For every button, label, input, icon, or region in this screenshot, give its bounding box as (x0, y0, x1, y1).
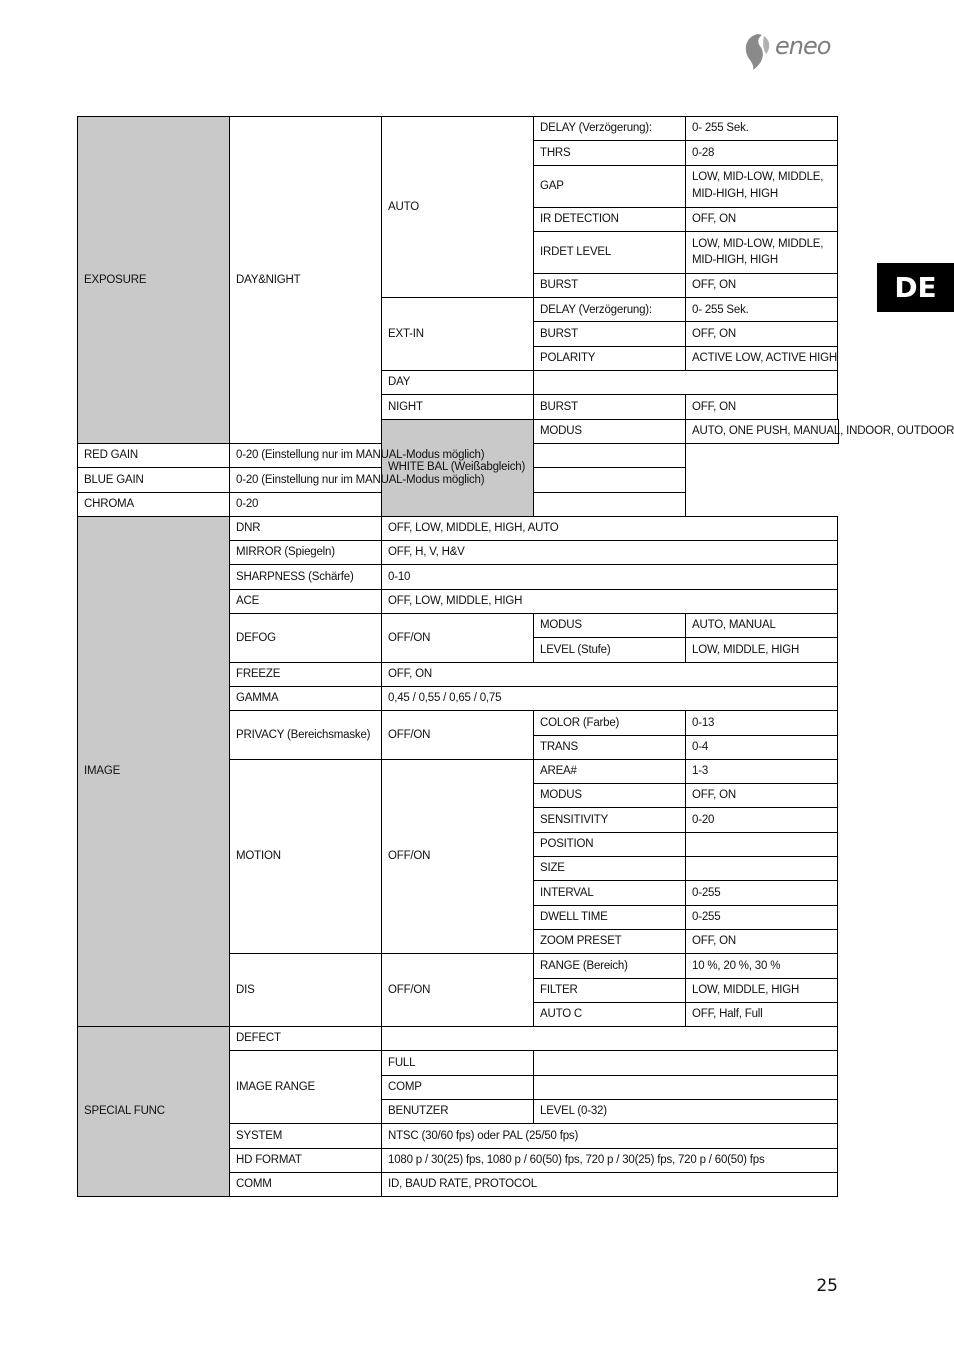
item-value: 0-10 (382, 565, 838, 589)
param-value: 0-4 (686, 735, 838, 759)
empty-cell (534, 1051, 838, 1075)
item-value: NTSC (30/60 fps) oder PAL (25/50 fps) (382, 1124, 838, 1148)
empty-cell (534, 371, 838, 395)
brand-logo-text: eneo (775, 32, 831, 60)
option-auto: AUTO (382, 117, 534, 298)
item-value: 0-20 (Einstellung nur im MANUAL-Modus möglich) (230, 468, 686, 492)
param-value: 0-255 (686, 905, 838, 929)
param-value: 0-255 (686, 881, 838, 905)
item-value: 0-20 (230, 492, 686, 516)
param-label: DELAY (Verzögerung): (534, 298, 686, 322)
param-label: DELAY (Verzögerung): (534, 117, 686, 141)
item-daynight: DAY&NIGHT (230, 117, 382, 444)
table-row (78, 468, 839, 492)
item-label: MOTION (230, 759, 382, 953)
empty-cell (686, 857, 838, 881)
empty-cell (382, 1027, 838, 1051)
param-value: LEVEL (0-32) (534, 1099, 838, 1123)
item-label: BLUE GAIN (78, 468, 230, 492)
param-value: LOW, MID-LOW, MIDDLE, MID-HIGH, HIGH (686, 165, 838, 207)
item-value: 1080 p / 30(25) fps, 1080 p / 60(50) fps, 720 p / 30(25) fps, 720 p / 60(50) fps (382, 1148, 838, 1172)
param-value: 0-13 (686, 711, 838, 735)
param-value: OFF, Half, Full (686, 1002, 838, 1026)
item-value: OFF, LOW, MIDDLE, HIGH, AUTO (382, 516, 838, 540)
item-label: CHROMA (78, 492, 230, 516)
item-value: OFF, LOW, MIDDLE, HIGH (382, 589, 838, 613)
param-label: SIZE (534, 857, 686, 881)
param-label: INTERVAL (534, 881, 686, 905)
item-value: OFF/ON (382, 954, 534, 1027)
table-row (78, 492, 839, 516)
item-label: MODUS (534, 419, 686, 443)
item-value: 0,45 / 0,55 / 0,65 / 0,75 (382, 686, 838, 710)
param-label: RANGE (Bereich) (534, 954, 686, 978)
empty-cell (686, 832, 838, 856)
option-night: NIGHT (382, 395, 534, 419)
param-value: OFF, ON (686, 322, 838, 346)
section-special-func: SPECIAL FUNC (78, 1027, 230, 1197)
param-value: OFF, ON (686, 273, 838, 297)
param-label: IR DETECTION (534, 207, 686, 231)
param-label: BURST (534, 273, 686, 297)
param-value: 0- 255 Sek. (686, 117, 838, 141)
option-benutzer: BENUTZER (382, 1099, 534, 1123)
param-label: TRANS (534, 735, 686, 759)
empty-cell (534, 1075, 838, 1099)
param-label: DWELL TIME (534, 905, 686, 929)
param-value: 0-20 (686, 808, 838, 832)
param-label: AUTO C (534, 1002, 686, 1026)
item-value: OFF/ON (382, 711, 534, 760)
option-ext-in: EXT-IN (382, 298, 534, 371)
item-value: OFF, ON (382, 662, 838, 686)
section-white-bal: WHITE BAL (Weißabgleich) (382, 419, 534, 516)
param-value: LOW, MIDDLE, HIGH (686, 978, 838, 1002)
item-value: AUTO, ONE PUSH, MANUAL, INDOOR, OUTDOOR (686, 419, 839, 443)
param-value: 10 %, 20 %, 30 % (686, 954, 838, 978)
param-value: 1-3 (686, 759, 838, 783)
param-label: BURST (534, 395, 686, 419)
param-label: MODUS (534, 784, 686, 808)
item-label: HD FORMAT (230, 1148, 382, 1172)
param-label: IRDET LEVEL (534, 231, 686, 273)
option-full: FULL (382, 1051, 534, 1075)
param-value: OFF, ON (686, 395, 838, 419)
param-value: 0-28 (686, 141, 838, 165)
param-value: LOW, MIDDLE, HIGH (686, 638, 838, 662)
param-value: OFF, ON (686, 784, 838, 808)
item-label: DIS (230, 954, 382, 1027)
option-day: DAY (382, 371, 534, 395)
param-label: MODUS (534, 614, 686, 638)
param-value: 0- 255 Sek. (686, 298, 838, 322)
section-exposure: EXPOSURE (78, 117, 230, 444)
item-label: IMAGE RANGE (230, 1051, 382, 1124)
item-label: ACE (230, 589, 382, 613)
item-value: ID, BAUD RATE, PROTOCOL (382, 1172, 838, 1196)
param-label: ZOOM PRESET (534, 929, 686, 953)
param-label: GAP (534, 165, 686, 207)
param-value: OFF, ON (686, 929, 838, 953)
item-value: OFF, H, V, H&V (382, 541, 838, 565)
table-row (78, 1027, 839, 1051)
item-label: PRIVACY (Bereichsmaske) (230, 711, 382, 760)
param-label: THRS (534, 141, 686, 165)
item-value: 0-20 (Einstellung nur im MANUAL-Modus möglich) (230, 443, 686, 467)
item-label: GAMMA (230, 686, 382, 710)
option-comp: COMP (382, 1075, 534, 1099)
param-value: ACTIVE LOW, ACTIVE HIGH (686, 346, 838, 370)
item-label: DEFECT (230, 1027, 382, 1051)
param-value: LOW, MID-LOW, MIDDLE, MID-HIGH, HIGH (686, 231, 838, 273)
param-label: COLOR (Farbe) (534, 711, 686, 735)
item-label: DEFOG (230, 614, 382, 663)
item-label: SYSTEM (230, 1124, 382, 1148)
param-label: FILTER (534, 978, 686, 1002)
param-value: AUTO, MANUAL (686, 614, 838, 638)
param-label: POLARITY (534, 346, 686, 370)
item-label: RED GAIN (78, 443, 230, 467)
param-label: SENSITIVITY (534, 808, 686, 832)
item-label: FREEZE (230, 662, 382, 686)
section-image: IMAGE (78, 516, 230, 1026)
param-label: BURST (534, 322, 686, 346)
table-row (78, 117, 839, 141)
table-row (78, 516, 839, 540)
param-label: AREA# (534, 759, 686, 783)
menu-settings-table (77, 116, 954, 1197)
language-tab: DE (877, 263, 954, 312)
item-label: MIRROR (Spiegeln) (230, 541, 382, 565)
item-label: DNR (230, 516, 382, 540)
item-label: COMM (230, 1172, 382, 1196)
item-value: OFF/ON (382, 614, 534, 663)
item-label: SHARPNESS (Schärfe) (230, 565, 382, 589)
param-label: LEVEL (Stufe) (534, 638, 686, 662)
page-number: 25 (816, 1276, 838, 1296)
param-value: OFF, ON (686, 207, 838, 231)
param-label: POSITION (534, 832, 686, 856)
item-value: OFF/ON (382, 759, 534, 953)
